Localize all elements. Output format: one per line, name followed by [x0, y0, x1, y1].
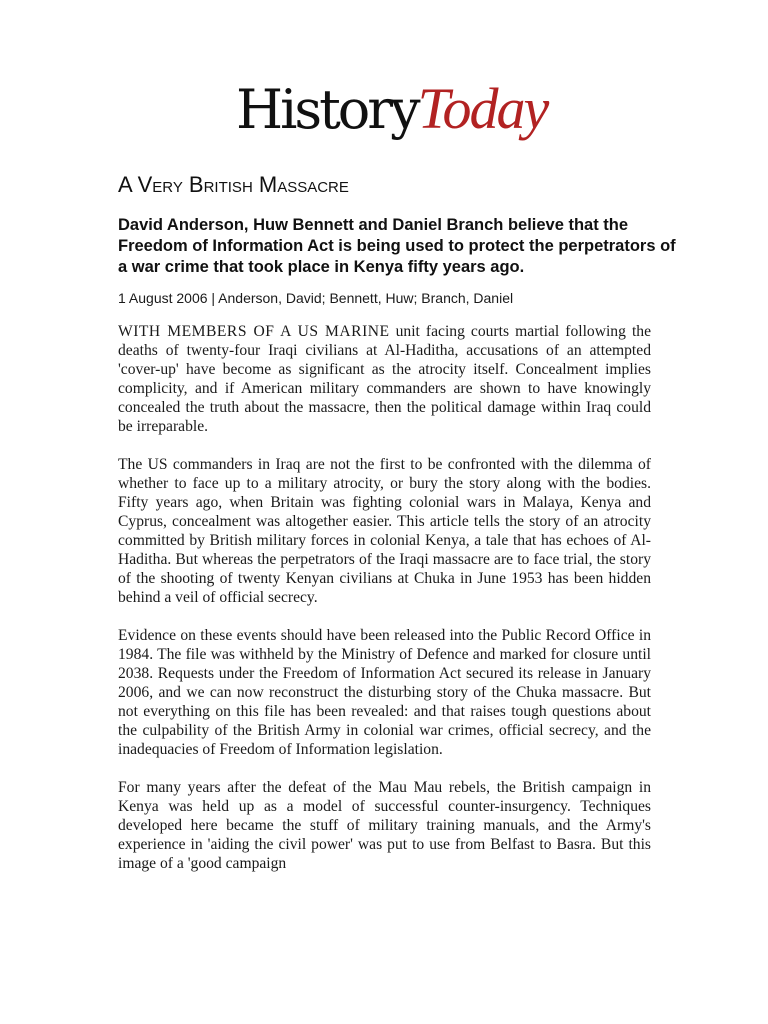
article-title: A Very British Massacre [118, 172, 349, 197]
logo-today-text: Today [417, 76, 548, 141]
body-paragraph: For many years after the defeat of the Mau Mau rebels, the British campaign in Kenya was held up as a model of successful counter-insurgency. Techniques developed here became the stuff of military training manuals, and the Army's experience in 'aiding the civil power' was put to use from Belfast to Basra. But this image of a 'good campaign [118, 779, 651, 872]
article-body [118, 322, 651, 892]
article-byline: 1 August 2006 | Anderson, David; Bennett, Huw; Branch, Daniel [118, 290, 514, 306]
paragraph-text: unit facing courts martial following the deaths of twenty-four Iraqi civilians at Al-Haditha, accusations of an attempted 'cover-up' have become as significant as the atrocity itself. Concealment implies complicity, and if American military commanders are shown to have knowingly concealed the truth about the massacre, then the political damage within Iraq could be irreparable. [118, 323, 651, 435]
lead-in-caps: WITH MEMBERS OF A US MARINE [118, 323, 390, 340]
article-standfirst: David Anderson, Huw Bennett and Daniel Branch believe that the Freedom of Information Act is being used to protect the perpetrators of a war crime that took place in Kenya fifty years ago. [118, 216, 676, 276]
logo-history-text: History [236, 78, 418, 141]
history-today-logo [236, 76, 548, 141]
body-paragraph [118, 322, 651, 436]
body-paragraph: Evidence on these events should have been released into the Public Record Office in 1984. The file was withheld by the Ministry of Defence and marked for closure until 2038. Requests under the Freedom of Information Act secured its release in January 2006, and we can now reconstruct the disturbing story of the Chuka massacre. But not everything on this file has been revealed: and that raises tough questions about the culpability of the British Army in colonial war crimes, official secrecy, and the inadequacies of Freedom of Information legislation. [118, 627, 651, 758]
body-paragraph: The US commanders in Iraq are not the first to be confronted with the dilemma of whether to face up to a military atrocity, or bury the story along with the bodies. Fifty years ago, when Britain was fighting colonial wars in Malaya, Kenya and Cyprus, concealment was altogether easier. This article tells the story of an atrocity committed by British military forces in colonial Kenya, a tale that has echoes of Al-Haditha. But whereas the perpetrators of the Iraqi massacre are to face trial, the story of the shooting of twenty Kenyan civilians at Chuka in June 1953 has been hidden behind a veil of official secrecy. [118, 456, 651, 606]
